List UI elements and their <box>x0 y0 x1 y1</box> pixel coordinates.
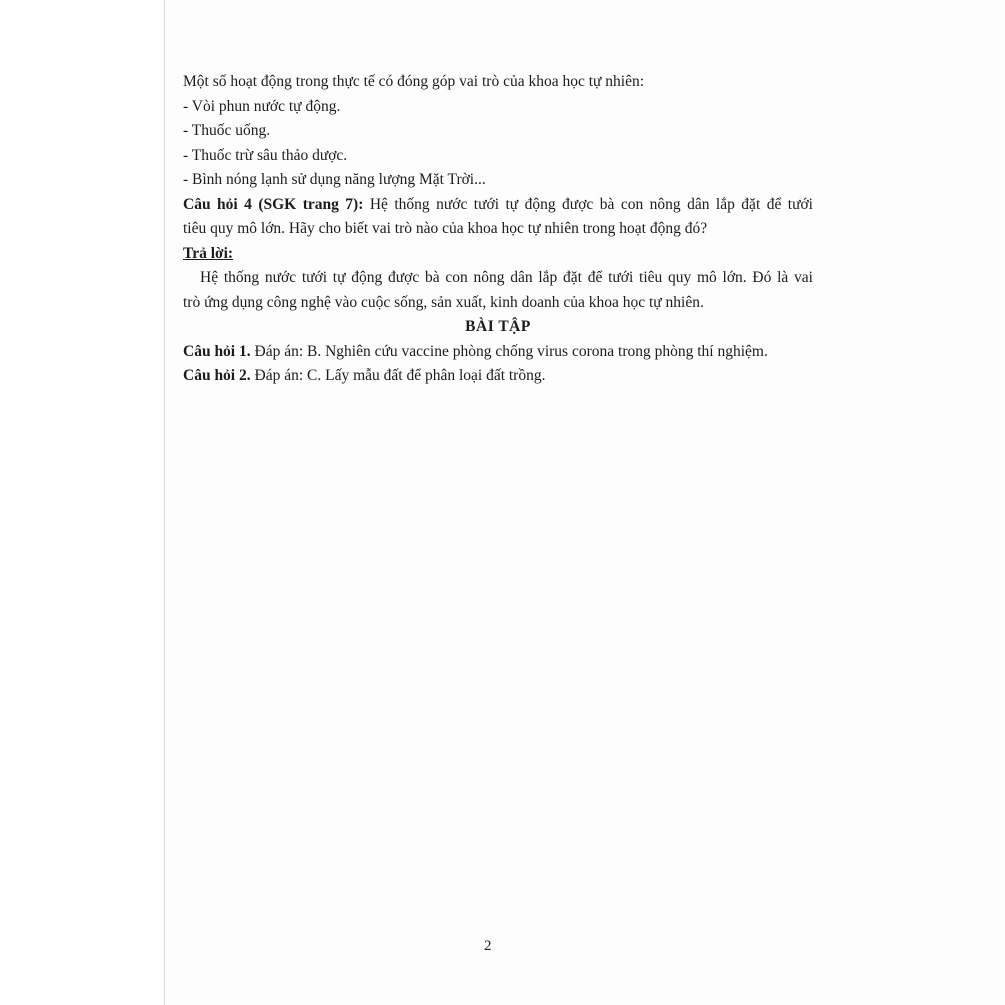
question-4-text: Hệ thống nước tưới tự động được bà con nông dân lắp đặt để tưới <box>363 195 813 213</box>
example-item: - Thuốc uống. <box>183 122 271 139</box>
exercise-label: Câu hỏi 2. <box>183 367 251 384</box>
question-4-label: Câu hỏi 4 (SGK trang 7): <box>183 195 364 213</box>
example-item: - Bình nóng lạnh sử dụng năng lượng Mặt Trời... <box>183 171 486 188</box>
question-4-text-continued: tiêu quy mô lớn. Hãy cho biết vai trò nào của khoa học tự nhiên trong hoạt động đó? <box>183 220 708 237</box>
exercise-heading: BÀI TẬP <box>465 318 531 335</box>
answer-paragraph: Hệ thống nước tưới tự động được bà con nông dân lắp đặt để tưới tiêu quy mô lớn. Đó là vai <box>200 269 813 286</box>
question-4-line <box>183 193 813 218</box>
exercise-answer: Đáp án: C. Lấy mẫu đất để phân loại đất trồng. <box>250 367 546 384</box>
exercise-item <box>183 340 813 365</box>
exercise-answer: Đáp án: B. Nghiên cứu vaccine phòng chống virus corona trong phòng thí nghiệm. <box>250 342 768 360</box>
exercise-item <box>183 364 813 389</box>
answer-heading-line <box>183 242 813 267</box>
page-content <box>183 70 813 389</box>
exercise-label: Câu hỏi 1. <box>183 342 251 360</box>
example-item: - Vòi phun nước tự động. <box>183 97 341 115</box>
page-number: 2 <box>484 938 492 954</box>
answer-paragraph-continued: trò ứng dụng công nghệ vào cuộc sống, sản xuất, kinh doanh của khoa học tự nhiên. <box>183 293 704 311</box>
intro-line: Một số hoạt động trong thực tế có đóng góp vai trò của khoa học tự nhiên: <box>183 73 645 90</box>
scan-background <box>0 0 165 1005</box>
example-item: - Thuốc trừ sâu thảo dược. <box>183 146 348 164</box>
answer-heading: Trả lời: <box>183 244 234 262</box>
